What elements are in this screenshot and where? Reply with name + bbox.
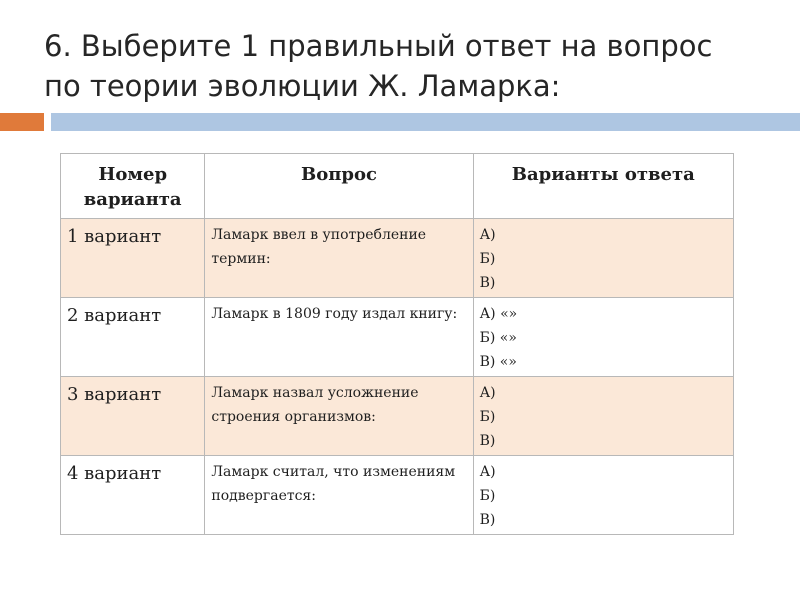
answer-option: В)	[479, 512, 496, 528]
accent-bar-orange	[0, 113, 44, 131]
variant-cell: 1 вариант	[61, 219, 205, 298]
table-row	[61, 219, 734, 298]
answer-option: А)	[479, 464, 496, 480]
answer-option: В)	[479, 433, 496, 449]
question-text: Ламарк ввел в употребление термин:	[211, 227, 427, 267]
header-variant-number: Номер варианта	[61, 154, 205, 219]
answer-option: А) «»	[479, 306, 518, 322]
answers-cell	[473, 377, 733, 456]
slide-title-line-2: по теории эволюции Ж. Ламарка:	[44, 69, 561, 103]
slide-title-line-1: 6. Выберите 1 правильный ответ на вопрос	[44, 29, 713, 63]
answer-option: А)	[479, 227, 496, 243]
question-cell	[205, 377, 473, 456]
question-cell	[205, 219, 473, 298]
question-text: Ламарк в 1809 году издал книгу:	[211, 306, 458, 322]
table-row	[61, 456, 734, 535]
question-cell	[205, 456, 473, 535]
question-cell	[205, 298, 473, 377]
answer-option: Б)	[479, 488, 496, 504]
accent-bar-blue	[51, 113, 800, 131]
answer-option: А)	[479, 385, 496, 401]
answers-cell	[473, 456, 733, 535]
answer-option: В)	[479, 275, 496, 291]
table-row	[61, 377, 734, 456]
slide-title	[44, 26, 784, 106]
answer-option: В) «»	[479, 354, 517, 370]
table-header-row	[61, 154, 734, 219]
question-text: Ламарк назвал усложнение строения организмов:	[211, 385, 419, 425]
variant-cell: 3 вариант	[61, 377, 205, 456]
table-row	[61, 298, 734, 377]
question-text: Ламарк считал, что изменениям подвергается:	[211, 464, 456, 504]
answer-option: Б)	[479, 409, 496, 425]
answer-option: Б)	[479, 251, 496, 267]
answers-cell	[473, 298, 733, 377]
header-answer-options: Варианты ответа	[473, 154, 733, 219]
answer-option: Б) «»	[479, 330, 517, 346]
header-question: Вопрос	[205, 154, 473, 219]
variant-cell: 4 вариант	[61, 456, 205, 535]
variant-cell: 2 вариант	[61, 298, 205, 377]
answers-cell	[473, 219, 733, 298]
quiz-table	[60, 153, 734, 535]
